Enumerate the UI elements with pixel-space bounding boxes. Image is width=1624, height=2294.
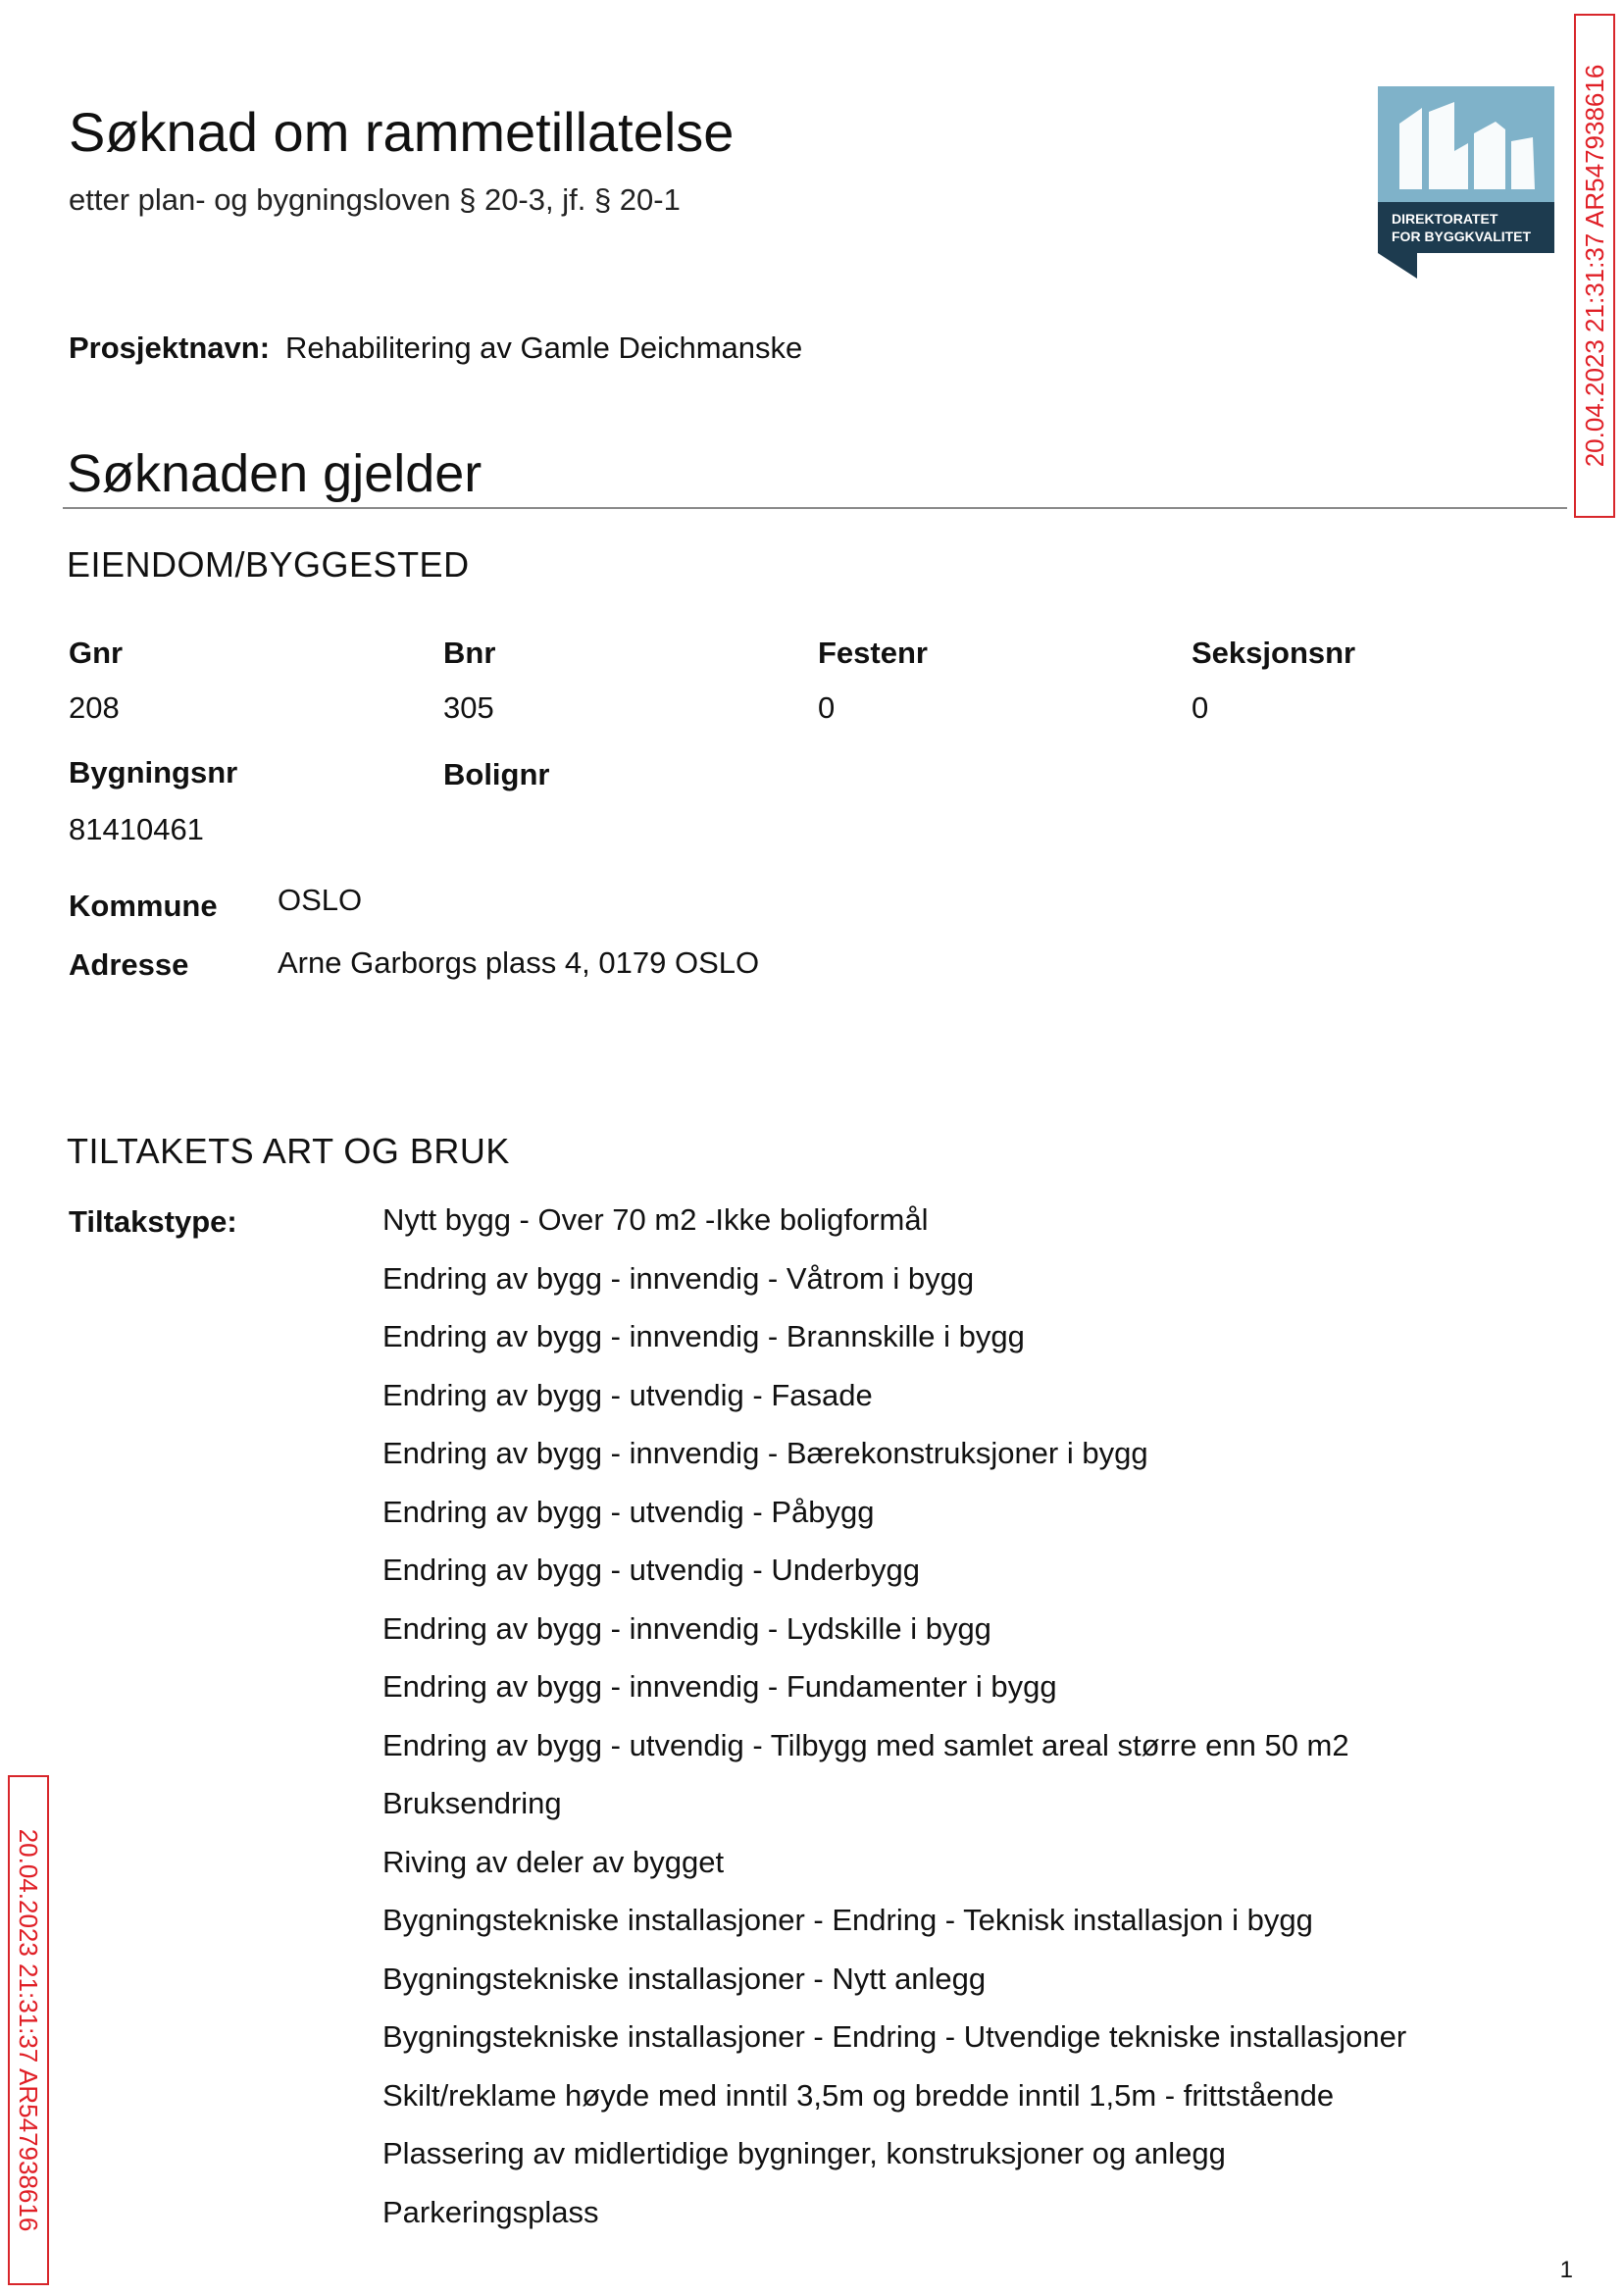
logo-text-line-2: FOR BYGGKVALITET [1392, 229, 1532, 244]
bygningsnr-value: 81410461 [69, 812, 204, 846]
festenr-label: Festenr [818, 636, 928, 670]
list-item: Endring av bygg - innvendig - Lydskille i bygg [382, 1610, 991, 1646]
list-item: Endring av bygg - utvendig - Underbygg [382, 1553, 920, 1587]
tiltakstype-label: Tiltakstype: [69, 1204, 237, 1239]
kommune-label: Kommune [69, 889, 218, 923]
receipt-stamp-top-text: 20.04.2023 21:31:37 AR547938616 [1580, 64, 1609, 468]
receipt-stamp-top [1574, 14, 1615, 518]
property-heading: EIENDOM/BYGGESTED [67, 544, 470, 585]
list-item: Bygningstekniske installasjoner - Nytt anlegg [382, 1961, 987, 1996]
receipt-stamp-bottom [8, 1775, 49, 2285]
list-item: Bruksendring [382, 1786, 562, 1820]
dibk-logo [1378, 86, 1554, 279]
measures-heading: TILTAKETS ART OG BRUK [67, 1131, 510, 1171]
section-divider [63, 507, 1567, 509]
list-item: Endring av bygg - innvendig - Våtrom i bygg [382, 1260, 975, 1296]
bygningsnr-label: Bygningsnr [69, 755, 238, 790]
seksjonsnr-value: 0 [1192, 690, 1209, 725]
gnr-label: Gnr [69, 636, 124, 670]
list-item: Parkeringsplass [382, 2194, 599, 2229]
adresse-label: Adresse [69, 947, 189, 982]
list-item: Plassering av midlertidige bygninger, konstruksjoner og anlegg [382, 2136, 1226, 2170]
list-item: Endring av bygg - utvendig - Fasade [382, 1377, 873, 1412]
document-title: Søknad om rammetillatelse [69, 101, 735, 163]
list-item: Riving av deler av bygget [382, 1844, 725, 1879]
list-item: Endring av bygg - innvendig - Bærekonstruksjoner i bygg [382, 1436, 1148, 1470]
dibk-logo-graphic [1378, 86, 1554, 279]
list-item: Nytt bygg - Over 70 m2 -Ikke boligformål [382, 1202, 929, 1237]
page-number: 1 [1559, 2257, 1573, 2283]
seksjonsnr-label: Seksjonsnr [1192, 636, 1356, 670]
logo-text-line-1: DIREKTORATET [1392, 211, 1498, 227]
list-item: Skilt/reklame høyde med inntil 3,5m og bredde inntil 1,5m - frittstående [382, 2077, 1335, 2113]
list-item: Bygningstekniske installasjoner - Endring - Teknisk installasjon i bygg [382, 1903, 1313, 1937]
measure-type-list [382, 1200, 1406, 2251]
bnr-label: Bnr [443, 636, 496, 670]
list-item: Endring av bygg - utvendig - Påbygg [382, 1494, 875, 1529]
festenr-value: 0 [818, 690, 836, 725]
project-name-label: Prosjektnavn: [69, 331, 271, 365]
bolignr-label: Bolignr [443, 757, 550, 791]
adresse-value: Arne Garborgs plass 4, 0179 OSLO [278, 945, 760, 980]
bnr-value: 305 [443, 690, 494, 725]
gnr-value: 208 [69, 690, 120, 725]
list-item: Endring av bygg - utvendig - Tilbygg med samlet areal større enn 50 m2 [382, 1727, 1349, 1762]
list-item: Endring av bygg - innvendig - Fundamenter i bygg [382, 1669, 1057, 1704]
project-name-value: Rehabilitering av Gamle Deichmanske [285, 331, 803, 365]
logo-building-4 [1511, 137, 1535, 189]
document-subtitle: etter plan- og bygningsloven § 20-3, jf. § 20-1 [69, 182, 681, 217]
logo-building-3 [1474, 122, 1505, 189]
list-item: Endring av bygg - innvendig - Brannskille i bygg [382, 1319, 1025, 1353]
kommune-value: OSLO [278, 883, 363, 917]
section-title: Søknaden gjelder [67, 444, 482, 503]
receipt-stamp-bottom-text: 20.04.2023 21:31:37 AR547938616 [14, 1828, 43, 2232]
list-item: Bygningstekniske installasjoner - Endring - Utvendige tekniske installasjoner [382, 2019, 1407, 2054]
